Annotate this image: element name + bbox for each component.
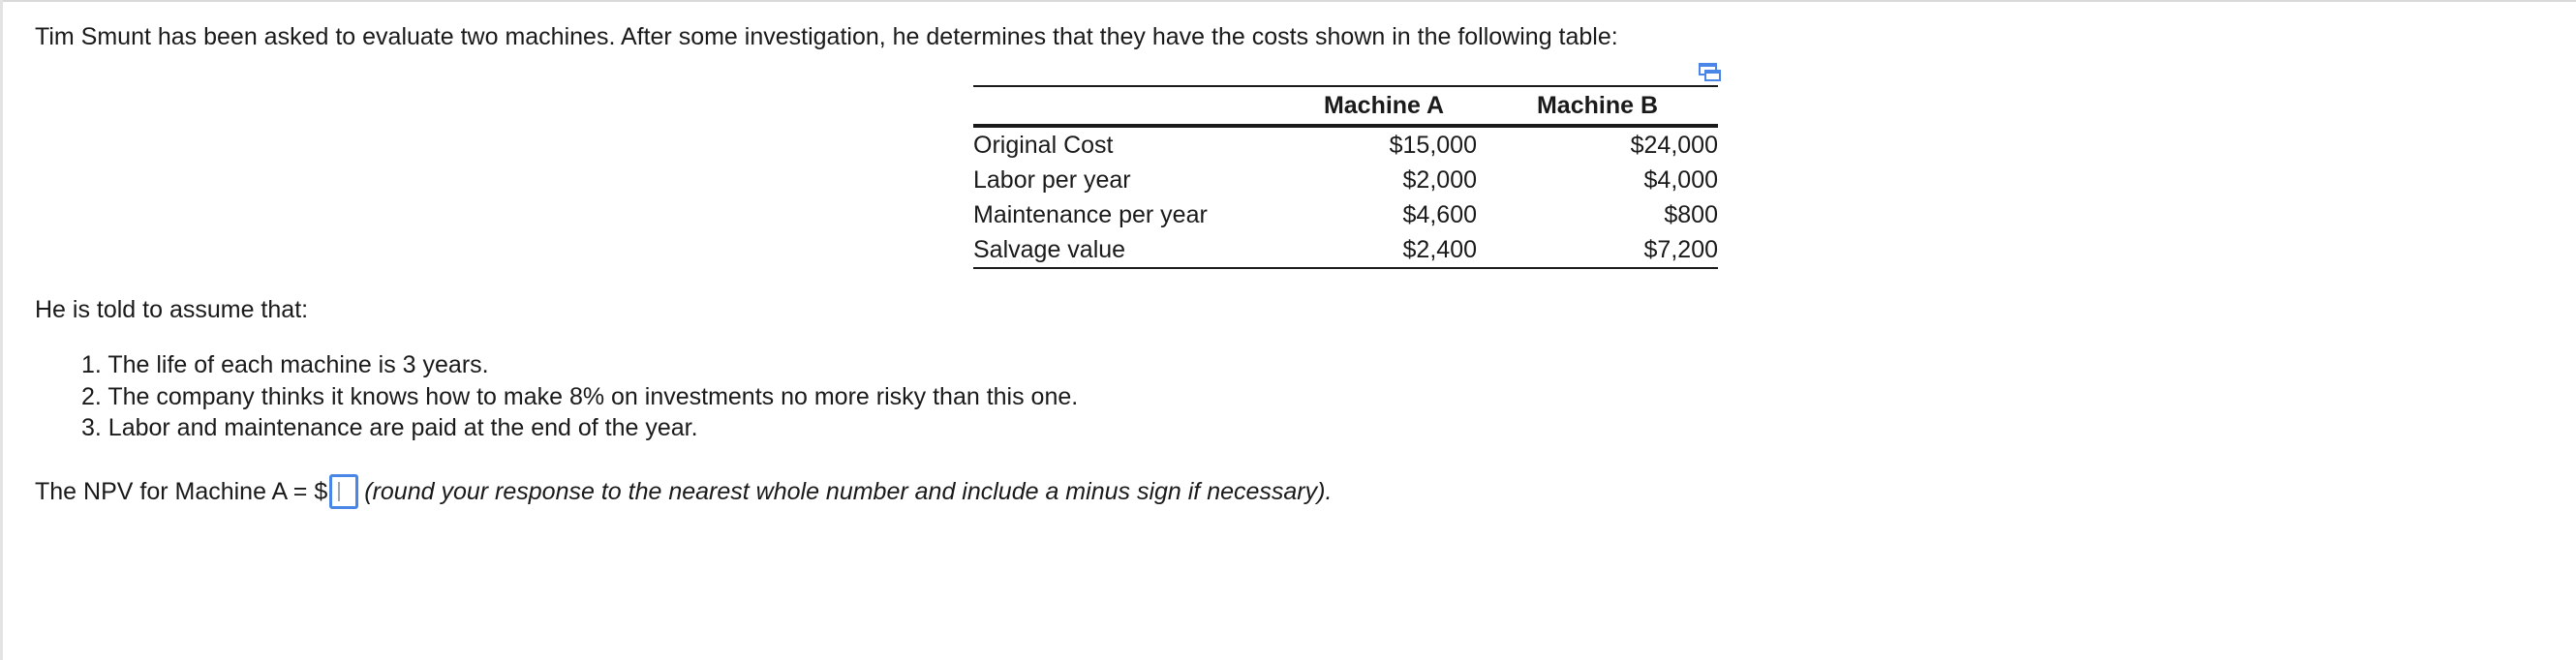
table-header-row xyxy=(973,86,1718,126)
machine-b-value: $7,200 xyxy=(1643,235,1718,263)
page-left-border xyxy=(0,0,3,660)
row-label: Labor per year xyxy=(973,165,1131,194)
table-row xyxy=(973,126,1718,163)
popout-window-icon[interactable] xyxy=(1699,61,1722,82)
assumptions-list xyxy=(81,349,1078,444)
machine-a-value: $4,600 xyxy=(1402,200,1477,228)
list-item: 2. The company thinks it knows how to make 8% on investments no more risky than this one. xyxy=(81,382,1079,410)
row-label: Salvage value xyxy=(973,235,1126,263)
row-label: Maintenance per year xyxy=(973,200,1208,228)
table-header-empty xyxy=(973,86,1264,126)
machine-a-value: $15,000 xyxy=(1389,131,1477,159)
cost-table xyxy=(973,85,1718,269)
cost-table-container xyxy=(973,85,1718,269)
page-top-border xyxy=(0,0,2576,2)
machine-a-value: $2,000 xyxy=(1402,165,1477,194)
intro-text: Tim Smunt has been asked to evaluate two machines. After some investigation, he determines that they have the costs shown in the following table: xyxy=(35,23,1618,50)
table-row xyxy=(973,163,1718,197)
machine-b-value: $24,000 xyxy=(1630,131,1718,159)
machine-b-value: $800 xyxy=(1664,200,1718,228)
list-item: 1. The life of each machine is 3 years. xyxy=(81,351,489,378)
table-row xyxy=(973,197,1718,232)
table-row xyxy=(973,232,1718,268)
npv-question-prefix: The NPV for Machine A = $ xyxy=(35,478,328,505)
table-header-machine-b: Machine B xyxy=(1536,91,1659,119)
row-label: Original Cost xyxy=(973,131,1114,159)
assumptions-intro: He is told to assume that: xyxy=(35,296,309,323)
npv-question xyxy=(35,474,1332,509)
machine-a-value: $2,400 xyxy=(1402,235,1477,263)
popout-window-icon-graphic xyxy=(1699,61,1722,82)
list-item: 3. Labor and maintenance are paid at the end of the year. xyxy=(81,414,698,441)
npv-answer-input[interactable] xyxy=(329,474,358,509)
machine-b-value: $4,000 xyxy=(1643,165,1718,194)
table-header-machine-a: Machine A xyxy=(1323,91,1445,119)
rounding-hint: (round your response to the nearest whole number and include a minus sign if necessary). xyxy=(364,478,1333,505)
